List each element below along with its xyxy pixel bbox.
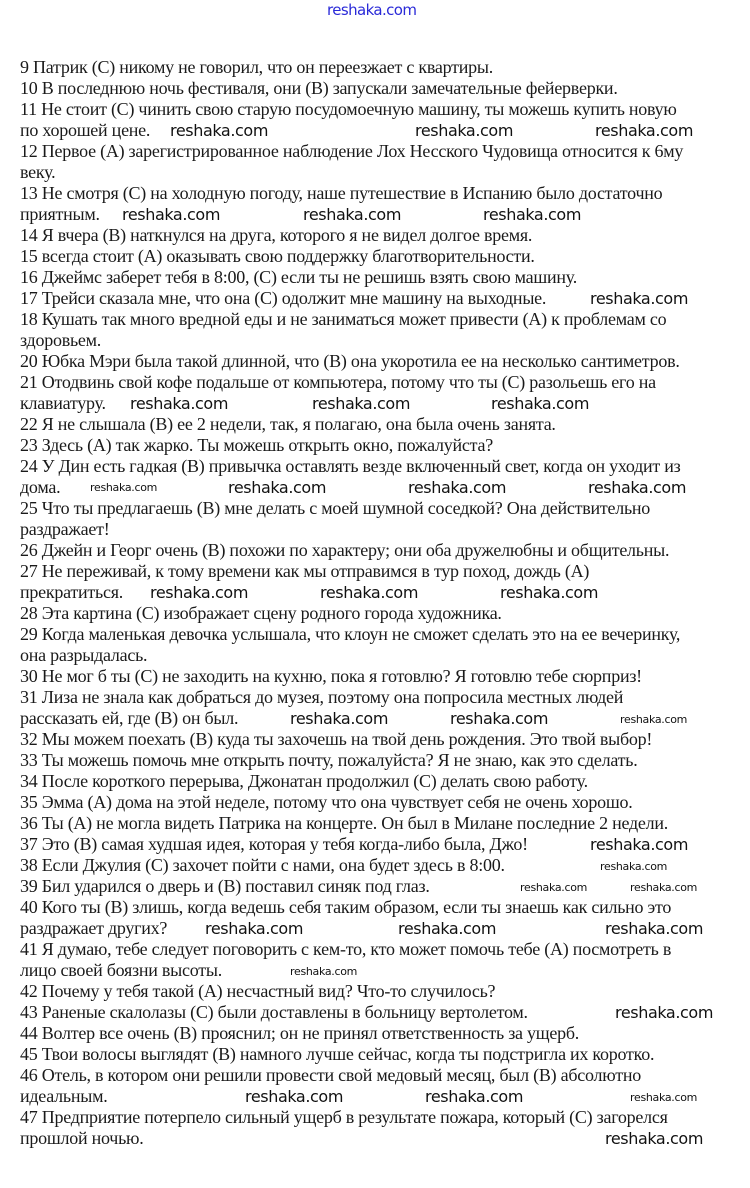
answer-line: 41 Я думаю, тебе следует поговорить с кем-то, кто может помочь тебе (А) посмотреть в — [20, 939, 672, 959]
answer-line: 45 Твои волосы выглядят (В) намного лучше сейчас, когда ты подстригла их коротко. — [20, 1044, 655, 1064]
answer-item — [20, 309, 683, 351]
answer-line: 37 Это (В) самая худшая идея, которая у тебя когда-либо была, Джо! — [20, 834, 528, 854]
answer-line: раздражает! — [20, 519, 110, 539]
answer-line: 30 Не мог б ты (С) не заходить на кухню, пока я готовлю? Я готовлю тебе сюрприз! — [20, 666, 642, 686]
watermark: reshaka.com — [290, 709, 388, 728]
answer-line: 17 Трейси сказала мне, что она (С) одолжит мне машину на выходные. — [20, 288, 547, 308]
watermark: reshaka.com — [630, 881, 698, 894]
answer-item — [20, 1023, 683, 1044]
watermark: reshaka.com — [615, 1003, 713, 1022]
answer-line: 9 Патрик (С) никому не говорил, что он переезжает с квартиры. — [20, 57, 493, 77]
answer-item — [20, 750, 683, 771]
answer-line: 34 После короткого перерыва, Джонатан продолжил (С) делать свою работу. — [20, 771, 588, 791]
answer-line: 18 Кушать так много вредной еды и не заниматься может привести (А) к проблемам со — [20, 309, 667, 329]
answer-line: 40 Кого ты (В) злишь, когда ведешь себя таким образом, если ты знаешь как сильно это — [20, 897, 672, 917]
watermark: reshaka.com — [491, 394, 589, 413]
answer-item — [20, 603, 683, 624]
watermark: reshaka.com — [408, 478, 506, 497]
answer-item — [20, 813, 683, 834]
answer-line: 16 Джеймс заберет тебя в 8:00, (С) если ты не решишь взять свою машину. — [20, 267, 577, 287]
answer-line: 26 Джейн и Георг очень (В) похожи по характеру; они оба дружелюбны и общительны. — [20, 540, 670, 560]
watermark: reshaka.com — [605, 1129, 703, 1148]
answer-line: 20 Юбка Мэри была такой длинной, что (В) она укоротила ее на несколько сантиметров. — [20, 351, 680, 371]
answer-item — [20, 834, 683, 855]
answer-item — [20, 624, 683, 666]
answer-item — [20, 897, 683, 939]
answer-item — [20, 792, 683, 813]
watermark: reshaka.com — [228, 478, 326, 497]
answer-line: 38 Если Джулия (С) захочет пойти с нами, она будет здесь в 8:00. — [20, 855, 505, 875]
watermark: reshaka.com — [630, 1091, 698, 1104]
answer-line: идеальным. — [20, 1086, 108, 1106]
answer-item — [20, 351, 683, 372]
watermark: reshaka.com — [290, 965, 358, 978]
answer-item — [20, 414, 683, 435]
answer-line: 46 Отель, в котором они решили провести свой медовый месяц, был (В) абсолютно — [20, 1065, 641, 1085]
answer-line: 25 Что ты предлагаешь (В) мне делать с моей шумной соседкой? Она действительно — [20, 498, 651, 518]
watermark: reshaka.com — [303, 205, 401, 224]
answer-item — [20, 288, 683, 309]
watermark: reshaka.com — [425, 1087, 523, 1106]
answer-item — [20, 57, 683, 78]
answer-line: 11 Не стоит (С) чинить свою старую посудомоечную машину, ты можешь купить новую — [20, 99, 677, 119]
watermark: reshaka.com — [483, 205, 581, 224]
watermark: reshaka.com — [150, 583, 248, 602]
answer-item — [20, 99, 683, 141]
answer-item — [20, 1065, 683, 1107]
answer-line: 27 Не переживай, к тому времени как мы отправимся в тур поход, дождь (А) — [20, 561, 590, 581]
answer-line: раздражает других? — [20, 918, 168, 938]
answer-item — [20, 981, 683, 1002]
answer-line: веку. — [20, 162, 56, 182]
answer-item — [20, 1044, 683, 1065]
answer-line: 23 Здесь (А) так жарко. Ты можешь открыть окно, пожалуйста? — [20, 435, 493, 455]
answer-line: 24 У Дин есть гадкая (В) привычка оставлять везде включенный свет, когда он уходит из — [20, 456, 681, 476]
answer-item — [20, 435, 683, 456]
answer-line: 14 Я вчера (В) наткнулся на друга, которого я не видел долгое время. — [20, 225, 533, 245]
answer-item — [20, 1002, 683, 1023]
watermark: reshaka.com — [312, 394, 410, 413]
watermark: reshaka.com — [398, 919, 496, 938]
watermark: reshaka.com — [170, 121, 268, 140]
watermark: reshaka.com — [590, 289, 688, 308]
answer-item — [20, 498, 683, 540]
answer-line: 15 всегда стоит (А) оказывать свою поддержку благотворительности. — [20, 246, 535, 266]
answer-line: 31 Лиза не знала как добраться до музея, поэтому она попросила местных людей — [20, 687, 624, 707]
watermark: reshaka.com — [588, 478, 686, 497]
watermark: reshaka.com — [595, 121, 693, 140]
answer-line: прекратиться. — [20, 582, 123, 602]
answer-item — [20, 729, 683, 750]
watermark: reshaka.com — [205, 919, 303, 938]
watermark: reshaka.com — [600, 860, 668, 873]
answer-item — [20, 540, 683, 561]
watermark: reshaka.com — [130, 394, 228, 413]
watermark: reshaka.com — [415, 121, 513, 140]
answer-line: 29 Когда маленькая девочка услышала, что клоун не сможет сделать это на ее вечеринку, — [20, 624, 681, 644]
answer-line: 32 Мы можем поехать (В) куда ты захочешь на твой день рождения. Это твой выбор! — [20, 729, 653, 749]
answer-item — [20, 267, 683, 288]
answer-item — [20, 855, 683, 876]
answer-line: прошлой ночью. — [20, 1128, 144, 1148]
answer-line: 33 Ты можешь помочь мне открыть почту, пожалуйста? Я не знаю, как это сделать. — [20, 750, 638, 770]
answer-line: приятным. — [20, 204, 100, 224]
watermark: reshaka.com — [245, 1087, 343, 1106]
answer-item — [20, 771, 683, 792]
answer-line: 35 Эмма (А) дома на этой неделе, потому что она чувствует себя не очень хорошо. — [20, 792, 633, 812]
watermark: reshaka.com — [520, 881, 588, 894]
answer-line: 36 Ты (А) не могла видеть Патрика на концерте. Он был в Милане последние 2 недели. — [20, 813, 668, 833]
answer-line: здоровьем. — [20, 330, 102, 350]
answer-line: она разрыдалась. — [20, 645, 148, 665]
answer-line: 12 Первое (А) зарегистрированное наблюдение Лох Несского Чудовища относится к 6му — [20, 141, 684, 161]
answer-line: дома. — [20, 477, 61, 497]
answer-line: рассказать ей, где (В) он был. — [20, 708, 239, 728]
answer-line: 39 Бил ударился о дверь и (В) поставил синяк под глаз. — [20, 876, 430, 896]
watermark: reshaka.com — [450, 709, 548, 728]
watermark: reshaka.com — [122, 205, 220, 224]
watermark: reshaka.com — [590, 835, 688, 854]
answer-line: клавиатуру. — [20, 393, 106, 413]
answer-line: 42 Почему у тебя такой (А) несчастный вид? Что-то случилось? — [20, 981, 496, 1001]
answer-item — [20, 141, 683, 183]
answer-line: лицо своей боязни высоты. — [20, 960, 222, 980]
answer-line: 47 Предприятие потерпело сильный ущерб в результате пожара, который (С) загорелся — [20, 1107, 668, 1127]
watermark: reshaka.com — [90, 481, 158, 494]
answer-line: 10 В последнюю ночь фестиваля, они (В) запускали замечательные фейерверки. — [20, 78, 618, 98]
answer-line: 43 Раненые скалолазы (С) были доставлены в больницу вертолетом. — [20, 1002, 528, 1022]
answer-item — [20, 78, 683, 99]
watermark: reshaka.com — [620, 713, 688, 726]
header-watermark: reshaka.com — [327, 1, 417, 19]
answer-line: 13 Не смотря (С) на холодную погоду, наше путешествие в Испанию было достаточно — [20, 183, 663, 203]
answer-line: по хорошей цене. — [20, 120, 151, 140]
answer-line: 44 Волтер все очень (В) прояснил; он не принял ответственность за ущерб. — [20, 1023, 580, 1043]
watermark: reshaka.com — [500, 583, 598, 602]
watermark: reshaka.com — [605, 919, 703, 938]
watermark: reshaka.com — [320, 583, 418, 602]
answer-item — [20, 246, 683, 267]
answer-item — [20, 666, 683, 687]
answer-line: 21 Отодвинь свой кофе подальше от компьютера, потому что ты (С) разольешь его на — [20, 372, 656, 392]
answer-line: 22 Я не слышала (В) ее 2 недели, так, я полагаю, она была очень занята. — [20, 414, 556, 434]
answer-line: 28 Эта картина (С) изображает сцену родного города художника. — [20, 603, 502, 623]
answer-item — [20, 225, 683, 246]
answer-item — [20, 1107, 683, 1149]
